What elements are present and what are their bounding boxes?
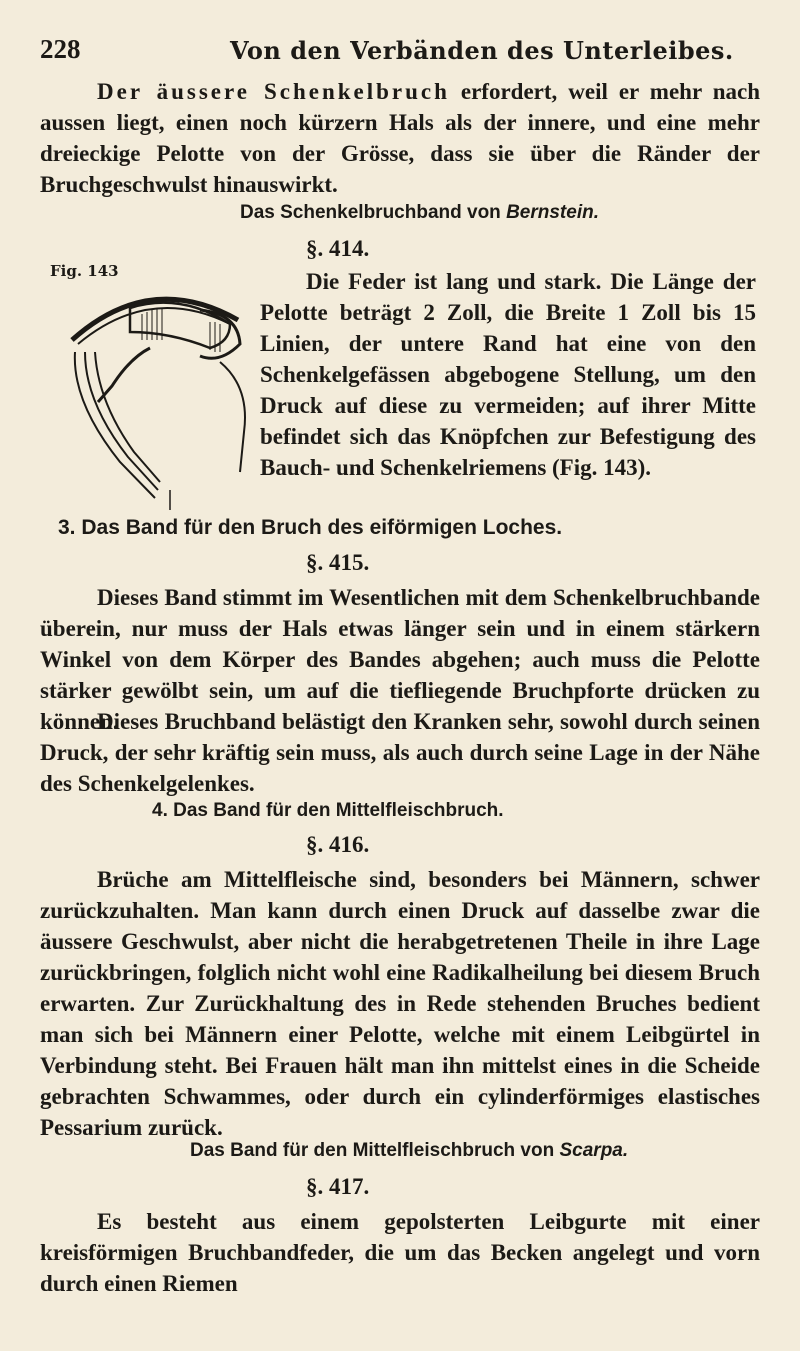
running-head: Von den Verbänden des Unterleibes. (230, 36, 734, 65)
section-414-text: Die Feder ist lang und stark. Die Länge der Pelotte beträgt 2 Zoll, die Breite 1 Zoll bis 15 Linien, der untere Rand hat eine von den Schenkelgefässen abgebogene Stellung, um den Druck auf diese zu vermeiden; auf ihrer Mitte befindet sich das Knöpfchen zur Befestigung des Bauch- und Schenkelriemens (Fig. 143). (260, 269, 756, 480)
section-415-paragraph-2: Dieses Bruchband belästigt den Kranken sehr, sowohl durch seinen Druck, der sehr kräftig sein muss, als auch durch seine Lage in der Nähe des Schenkelgelenkes. (40, 709, 760, 796)
section-414-number: §. 414. (306, 236, 370, 261)
page-number: 228 (40, 34, 81, 64)
section-415-paragraph-1: Dieses Band stimmt im Wesentlichen mit dem Schenkelbruchbande überein, nur muss der Hals etwas länger sein und in einem stärkern Winkel von dem Körper des Bandes abgehen; auch muss die Pelotte stärker gewölbt sein, um auf die tiefliegende Bruchpforte drücken zu können. (40, 585, 760, 734)
caption-eiformiges-loch: 3. Das Band für den Bruch des eiförmigen Loches. (58, 516, 563, 539)
figure-143 (50, 262, 260, 512)
caption-bernstein-text: Das Schenkelbruchband von (240, 202, 507, 223)
truss-illustration (50, 262, 260, 512)
caption-bernstein (240, 202, 599, 224)
caption-mittelfleischbruch: 4. Das Band für den Mittelfleischbruch. (152, 800, 504, 821)
section-417-paragraph: Es besteht aus einem gepolsterten Leibgurte mit einer kreisförmigen Bruchbandfeder, die um das Becken angelegt und vorn durch einen Riemen (40, 1209, 760, 1296)
intro-text: erfordert, weil er mehr nach aussen liegt, einen noch kürzern Hals als der innere, und eine mehr dreieckige Pelotte von der Grösse, dass sie über die Ränder der Bruchgeschwulst hinauswirkt. (40, 79, 760, 197)
section-417-number: §. 417. (306, 1174, 370, 1199)
caption-scarpa-author: Scarpa. (559, 1140, 629, 1161)
section-416-number: §. 416. (306, 832, 370, 857)
section-415-number: §. 415. (306, 550, 370, 575)
intro-paragraph (40, 76, 760, 200)
caption-scarpa-text: Das Band für den Mittelfleischbruch von (190, 1140, 560, 1161)
figure-label: Fig. 143 (50, 262, 119, 280)
caption-bernstein-author: Bernstein. (506, 202, 599, 223)
caption-scarpa (190, 1140, 628, 1162)
intro-lead: Der äussere Schenkelbruch (97, 79, 450, 104)
section-416-paragraph: Brüche am Mittelfleische sind, besonders bei Männern, schwer zurückzuhalten. Man kann durch einen Druck auf dasselbe zwar die äussere Geschwulst, aber nicht die herabgetretenen Theile in ihre Lage zurückbringen, folglich nicht wohl eine Radikalheilung bei diesem Bruch erwarten. Zur Zurückhaltung des in Rede stehenden Bruches bedient man sich bei Männern einer Pelotte, welche mit einem Leibgürtel in Verbindung steht. Bei Frauen hält man ihn mittelst eines in die Scheide gebrachten Schwammes, oder durch ein cylinderförmiges elastisches Pessarium zurück. (40, 867, 760, 1140)
page-header (40, 34, 760, 64)
